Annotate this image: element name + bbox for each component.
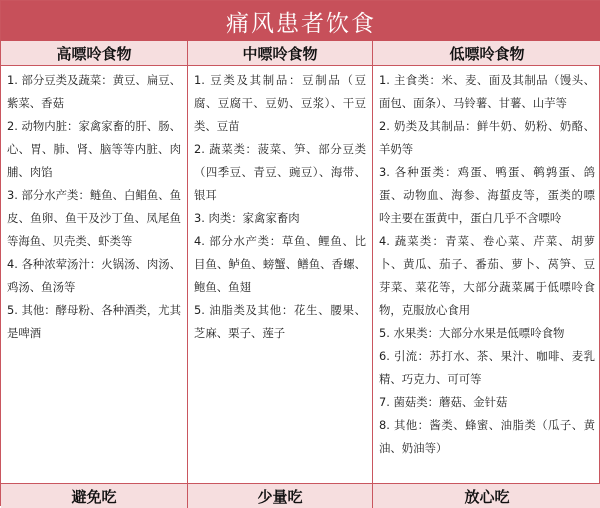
list-item: 1. 部分豆类及蔬菜：黄豆、扁豆、紫菜、香菇: [7, 73, 181, 110]
list-item: 4. 部分水产类：草鱼、鲤鱼、比目鱼、鲈鱼、螃蟹、鳝鱼、香螺、鲍鱼、鱼翅: [194, 234, 366, 294]
footer-row: [1, 483, 600, 508]
list-item: 1. 主食类：米、麦、面及其制品（馒头、面包、面条）、马铃薯、甘薯、山芋等: [379, 73, 595, 110]
header-medium-purine: 中嘌呤食物: [188, 41, 373, 65]
list-item: 2. 奶类及其制品：鲜牛奶、奶粉、奶酪、羊奶等: [379, 119, 595, 156]
list-item: 2. 蔬菜类：菠菜、笋、部分豆类（四季豆、青豆、豌豆）、海带、银耳: [194, 142, 366, 202]
list-item: 4. 蔬菜类：青菜、卷心菜、芹菜、胡萝卜、黄瓜、茄子、番茄、萝卜、莴笋、豆芽菜、菜花等，大部分蔬菜属于低嘌呤食物，克服放心食用: [379, 234, 595, 317]
list-item: 3. 各种蛋类：鸡蛋、鸭蛋、鹌鹑蛋、鸽蛋、动物血、海参、海蜇皮等，蛋类的嘌呤主要在蛋黄中，蛋白几乎不含嘌呤: [379, 165, 595, 225]
medium-purine-column: [188, 66, 373, 483]
list-item: 7. 菌菇类：蘑菇、金针菇: [379, 395, 508, 409]
footer-avoid: 避免吃: [1, 484, 188, 508]
low-purine-column: [373, 66, 600, 483]
list-item: 3. 肉类：家禽家畜肉: [194, 211, 300, 225]
list-item: 8. 其他：酱类、蜂蜜、油脂类（瓜子、黄油、奶油等）: [379, 418, 595, 455]
list-item: 5. 其他：酵母粉、各种酒类，尤其是啤酒: [7, 303, 181, 340]
footer-eat-less: 少量吃: [188, 484, 373, 508]
high-purine-column: [1, 66, 188, 483]
list-item: 3. 部分水产类：鲢鱼、白鲳鱼、鱼皮、鱼卵、鱼干及沙丁鱼、凤尾鱼等海鱼、贝壳类、虾类等: [7, 188, 181, 248]
list-item: 5. 油脂类及其他：花生、腰果、芝麻、栗子、莲子: [194, 303, 366, 340]
page-title: 痛风患者饮食: [1, 1, 600, 41]
list-item: 6. 引流：苏打水、茶、果汁、咖啡、麦乳精、巧克力、可可等: [379, 349, 595, 386]
header-row: [1, 41, 600, 66]
header-low-purine: 低嘌呤食物: [449, 44, 525, 63]
list-item: 4. 各种浓荤汤汁：火锅汤、肉汤、鸡汤、鱼汤等: [7, 257, 181, 294]
list-item: 2. 动物内脏：家禽家畜的肝、肠、心、胃、肺、肾、脑等等内脏、肉脯、肉馅: [7, 119, 181, 179]
body-row: [1, 66, 600, 483]
footer-eat-freely: 放心吃: [464, 487, 510, 506]
header-high-purine: 高嘌呤食物: [1, 41, 188, 65]
list-item: 1. 豆类及其制品：豆制品（豆腐、豆腐干、豆奶、豆浆）、干豆类、豆苗: [194, 73, 366, 133]
list-item: 5. 水果类：大部分水果是低嘌呤食物: [379, 326, 565, 340]
